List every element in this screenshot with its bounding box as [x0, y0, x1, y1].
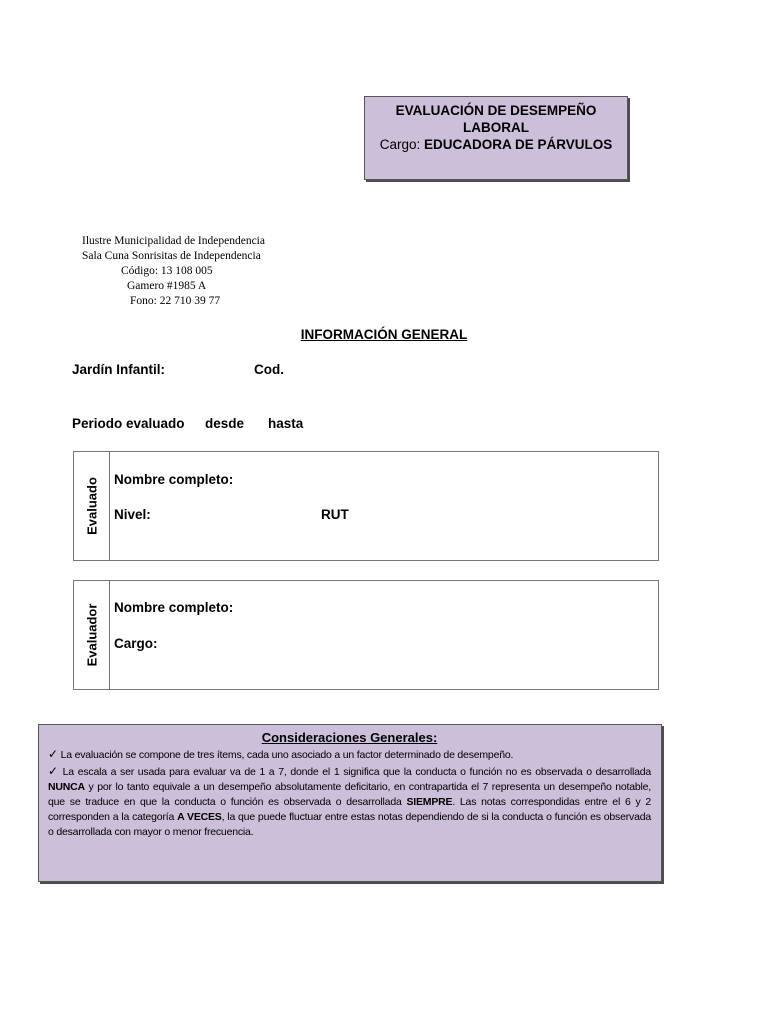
checkmark-icon: ✓ [48, 747, 58, 761]
institution-address [82, 234, 292, 309]
institution-name: Ilustre Municipalidad de Independencia [82, 235, 265, 247]
consideration-item-1-text: La evaluación se compone de tres ítems, cada uno asociado a un factor determinado de desempeño. [60, 749, 514, 761]
evaluado-nombre-label: Nombre completo: [114, 472, 234, 487]
document-title-line2: LABORAL [463, 120, 529, 135]
consideration-item-2-text-b: y por lo tanto equivale a un desempeño absolutamente deficitario, en contrapartida el 7 representa un desempeño notable, que se traduce en que la conducta o función es observada o desarrollada [48, 781, 651, 808]
document-title-box [364, 96, 628, 180]
cod-label: Cod. [254, 362, 284, 377]
evaluador-nombre-label: Nombre completo: [114, 600, 234, 615]
evaluado-nivel-label: Nivel: [114, 507, 151, 522]
siempre-emphasis: SIEMPRE [406, 796, 453, 808]
desde-label: desde [205, 416, 245, 431]
evaluado-box [73, 451, 659, 561]
hasta-label: hasta [268, 416, 304, 431]
evaluador-side [74, 581, 110, 689]
consideration-item-2-text-a: La escala a ser usada para evaluar va de 1 a 7, donde el 1 significa que la conducta o función no es observada o desarrollada [62, 766, 652, 778]
periodo-label [72, 416, 185, 431]
evaluado-side [74, 452, 110, 560]
evaluado-side-label: Evaluado [84, 477, 99, 535]
considerations-box [38, 724, 662, 882]
institution-code: Código: 13 108 005 [121, 265, 213, 277]
evaluador-box [73, 580, 659, 690]
nunca-emphasis: NUNCA [48, 781, 85, 793]
cargo-value: EDUCADORA DE PÁRVULOS [424, 137, 613, 152]
evaluador-cargo-label: Cargo: [114, 636, 158, 651]
consideration-item-2-text-d: , la que puede fluctuar entre estas notas dependiendo de si la conducta o función es observada o desarrollada con mayor o menor frecuencia. [48, 811, 651, 838]
periodo-text: Periodo evaluado [72, 416, 185, 431]
document-title-line1: EVALUACIÓN DE DESEMPEÑO [395, 103, 597, 118]
jardin-label: Jardín Infantil: [72, 362, 166, 377]
a-veces-emphasis: A VECES [177, 811, 222, 823]
consideration-item-1 [48, 747, 651, 763]
evaluador-side-label: Evaluador [84, 603, 99, 667]
consideration-item-2-text-c: . Las notas correspondidas entre el 6 y 2 corresponden a la categoría [48, 796, 651, 823]
consideration-item-2 [48, 764, 651, 840]
evaluado-rut-label: RUT [321, 507, 349, 522]
checkmark-icon: ✓ [48, 764, 59, 778]
general-info-title: INFORMACIÓN GENERAL [300, 327, 468, 342]
considerations-title: Consideraciones Generales: [261, 730, 438, 745]
institution-street: Gamero #1985 A [127, 280, 207, 292]
school-name: Sala Cuna Sonrisitas de Independencia [82, 250, 261, 262]
cargo-line [365, 136, 627, 153]
institution-phone: Fono: 22 710 39 77 [130, 295, 221, 307]
cargo-label: Cargo: [379, 137, 421, 152]
